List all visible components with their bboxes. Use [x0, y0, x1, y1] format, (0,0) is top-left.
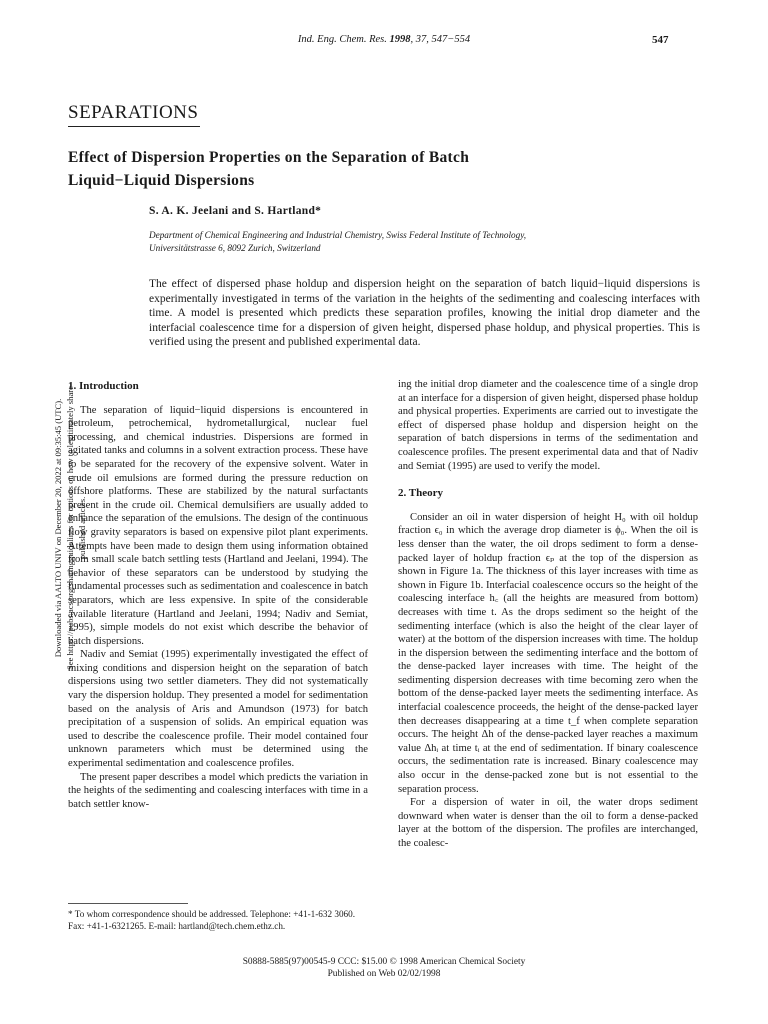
- journal-name: Ind. Eng. Chem. Res.: [297, 34, 387, 45]
- journal-reference: Ind. Eng. Chem. Res. 1998, 37, 547−554: [297, 34, 471, 45]
- intro-paragraph-2: Nadiv and Semiat (1995) experimentally investigated the effect of mixing conditions and dispersion height on the separation of batch dispersions using two settler diameters. They did not systematically vary the dispersion holdup. They presented a model for sedimentation based on the analysis of Aris and Amundson (1973) for batch precipitation of a suspension of solids. An empirical equation was used to describe the coalescence profile. Their model contained four unknown parameters which must be determined using the experimental sedimentation and coalescence profiles.: [68, 649, 368, 770]
- theory-heading: 2. Theory: [398, 487, 444, 500]
- left-column: [68, 378, 368, 811]
- correspondence-footnote: * To whom correspondence should be addressed. Telephone: +41-1-632 3060. Fax: +41-1-6321265. E-mail: hartland@tech.chem.ethz.ch.: [68, 909, 356, 931]
- journal-volume: 37: [415, 34, 427, 45]
- authors: S. A. K. Jeelani and S. Hartland*: [149, 205, 322, 217]
- introduction-heading: 1. Introduction: [68, 380, 139, 392]
- intro-paragraph-1: The separation of liquid−liquid dispersions is encountered in petroleum, petrochemical, hydrometallurgical, nuclear fuel processing, and chemical industries. Dispersions are formed in agitated tanks and columns in a solvent extraction process. These have to be separated for the recovery of the expensive solvent. Water in crude oil emulsions are formed during the pressure reduction on offshore platforms. These are stabilized by the natural surfactants present in the crude oil. Chemical demulsifiers are usually added to enhance the separation of the emulsions. The design of the continuous flow gravity separators is based on expensive pilot plant experiments. Attempts have been made to design them using information obtained from small scale batch settling tests (Hartland and Jeelani, 1994). The behavior of these separators can be understood by studying the fundamental processes such as sedimentation and coalescence in batch separators, which are less expensive. In spite of the considerable available literature (Hartland and Jeelani, 1994; Nadiv and Semiat, 1995), simple models do not exist which describe the behavior of batch dispersions.: [68, 404, 368, 647]
- right-column: [398, 378, 698, 851]
- paper-title: [68, 146, 688, 192]
- theory-paragraph-1: Consider an oil in water dispersion of height H₀ with oil holdup fraction ϵ₀ in which the average drop diameter is ϕ₀. When the oil is less denser than the water, the oil drops sediment to form a dense-packed layer of holdup fraction ϵₚ at the top of the dispersion as shown in Figure 1a. The thickness of this layer increases with time as shown in Figure 1b. Interfacial coalescence occurs so the height of the coalescing interface h꜀ (all the heights are measured from bottom) decreases with time t. As the drops sediment so the height of the sedimenting interface (which is also the height of the clear layer of water) at the bottom of the dispersion increases with time. The holdup in the dispersion between the sedimenting interface and the bottom of the dense-packed layer increases with time. The height of the sedimenting dispersion decreases with time becoming zero when the bottom of the dense-packed layer meets the sedimenting interface. As interfacial coalescence proceeds, the height of the dense-packed layer then decreases disappearing at a time t_f when complete separation occurs. The height Δh of the dense-packed layer reaches a maximum value Δhᵢ at time tᵢ at the end of sedimentation. If binary coalescence occurs, the sedimentation rate is increased. Binary coalescence may also occur in the dense-packed zone but is not essential to the separation process.: [398, 511, 698, 795]
- publication-date: Published on Web 02/02/1998: [327, 969, 441, 979]
- journal-pages: 547−554: [431, 34, 471, 45]
- section-title: SEPARATIONS: [68, 102, 199, 123]
- section-underline: [68, 126, 200, 127]
- abstract: The effect of dispersed phase holdup and dispersion height on the separation of batch liquid−liquid dispersions is experimentally investigated in terms of the variation in the heights of the sedimenting and coalescing interfaces with time. A model is presented which predicts these separation profiles, knowing the initial drop diameter and the interfacial coalescence time for a dispersion of given height, dispersed phase holdup, and physical properties. This is verified using the present and published experimental data.: [149, 278, 700, 348]
- affiliation-line-2: Universitätstrasse 6, 8092 Zurich, Switzerland: [149, 243, 321, 253]
- footnote-rule: [68, 903, 188, 904]
- affiliation-line-1: Department of Chemical Engineering and Industrial Chemistry, Swiss Federal Institute of Technology,: [149, 230, 527, 240]
- page-number: 547: [652, 34, 669, 46]
- intro-continuation: ing the initial drop diameter and the coalescence time of a single drop at an interface for a dispersion of given height, dispersed phase holdup and physical properties. Experiments are carried out to investigate the effect of dispersed phase holdup and dispersion height on the separation of batch dispersions in terms of the sedimentation and coalescence profiles. The present experimental data and that of Nadiv and Semiat (1995) are used to verify the model.: [398, 379, 698, 472]
- sidebar-line-1: Downloaded via AALTO UNIV on December 20, 2022 at 09:35:45 (UTC).: [53, 398, 63, 658]
- sidebar-line-2: See https://pubs.acs.org/sharingguidelines for options on how to legitimately share published articles.: [65, 386, 87, 670]
- copyright-line: S0888-5885(97)00545-9 CCC: $15.00 © 1998 American Chemical Society: [242, 957, 526, 967]
- theory-paragraph-2: For a dispersion of water in oil, the water drops sediment downward when water is denser than the oil to form a dense-packed layer at the bottom of the dispersion. The profiles are interchanged, the coalesc-: [398, 797, 698, 849]
- title-line-2: Liquid−Liquid Dispersions: [68, 172, 255, 189]
- affiliation: [149, 229, 709, 255]
- journal-year: 1998: [389, 34, 411, 45]
- intro-paragraph-3: The present paper describes a model which predicts the variation in the heights of the sedimenting and coalescing interfaces with time in a batch settler know-: [68, 771, 368, 810]
- title-line-1: Effect of Dispersion Properties on the Separation of Batch: [68, 149, 470, 166]
